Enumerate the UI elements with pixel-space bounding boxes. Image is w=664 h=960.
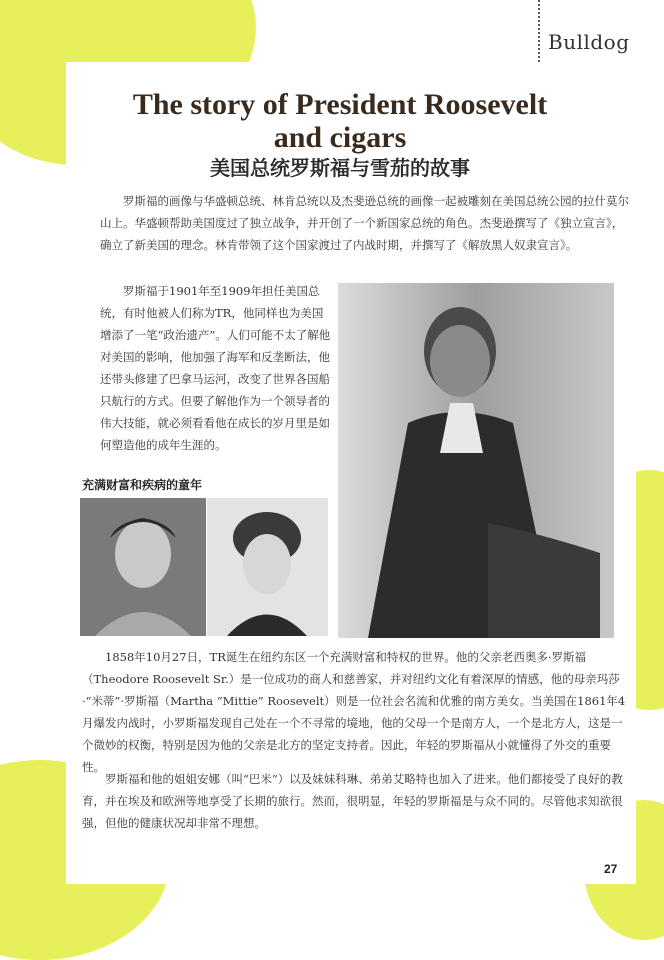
header-dotted-divider [538, 0, 542, 62]
column-paragraph: 罗斯福于1901年至1909年担任美国总统，有时他被人们称为TR，他同样也为美国增添了一笔“政治遗产”。人们可能不太了解他对美国的影响，他加强了海军和反垄断法，他还带头修建了巴拿马运河，改变了世界各国船只航行的方式。但要了解他作为一个领导者的伟大技能，就必须看看他在成长的岁月里是如何塑造他的成年生涯的。 [100, 284, 331, 452]
article-title-en: The story of President Roosevelt and cigars [132, 88, 548, 154]
paragraph-childhood: 1858年10月27日，TR诞生在纽约东区一个充满财富和特权的世界。他的父亲老西奥多·罗斯福（Theodore Roosevelt Sr.）是一位成功的商人和慈善家，并对纽约文化有着深厚的情感，他的母亲玛莎·“米蒂”·罗斯福（Martha “Mittie” Roosevelt）则是一位社会名流和优雅的南方美女。当美国在1861年4月爆发内战时，小罗斯福发现自己处在一个不寻常的境地，他的父母一个是南方人，一个是北方人，这是一个微妙的权衡，特别是因为他的父亲是北方的坚定支持者。因此，年轻的罗斯福从小就懂得了外交的重要性。 [82, 650, 626, 774]
portrait-photo-woman-1 [80, 498, 206, 636]
section-tag: Bulldog [548, 30, 630, 54]
intro-paragraph: 罗斯福的画像与华盛顿总统、林肯总统以及杰斐逊总统的画像一起被雕刻在美国总统公园的拉什莫尔山上。华盛顿帮助美国度过了独立战争，并开创了一个新国家总统的角色。杰斐逊撰写了《独立宣言》，确立了新美国的理念。林肯带领了这个国家渡过了内战时期，并撰写了《解放黑人奴隶宣言》。 [100, 194, 629, 252]
article-title-zh: 美国总统罗斯福与雪茄的故事 [210, 156, 470, 180]
page-number: 27 [604, 862, 618, 876]
section-subheading: 充满财富和疾病的童年 [82, 478, 203, 492]
portrait-photo-woman-2 [207, 498, 328, 636]
roosevelt-portrait-photo [338, 283, 614, 638]
paragraph-siblings: 罗斯福和他的姐姐安娜（叫“巴米”）以及妹妹科琳、弟弟艾略特也加入了进来。他们都接受了良好的教育，并在埃及和欧洲等地享受了长期的旅行。然而，很明显，年轻的罗斯福是与众不同的。尽管他求知欲很强，但他的健康状况却非常不理想。 [82, 772, 623, 830]
